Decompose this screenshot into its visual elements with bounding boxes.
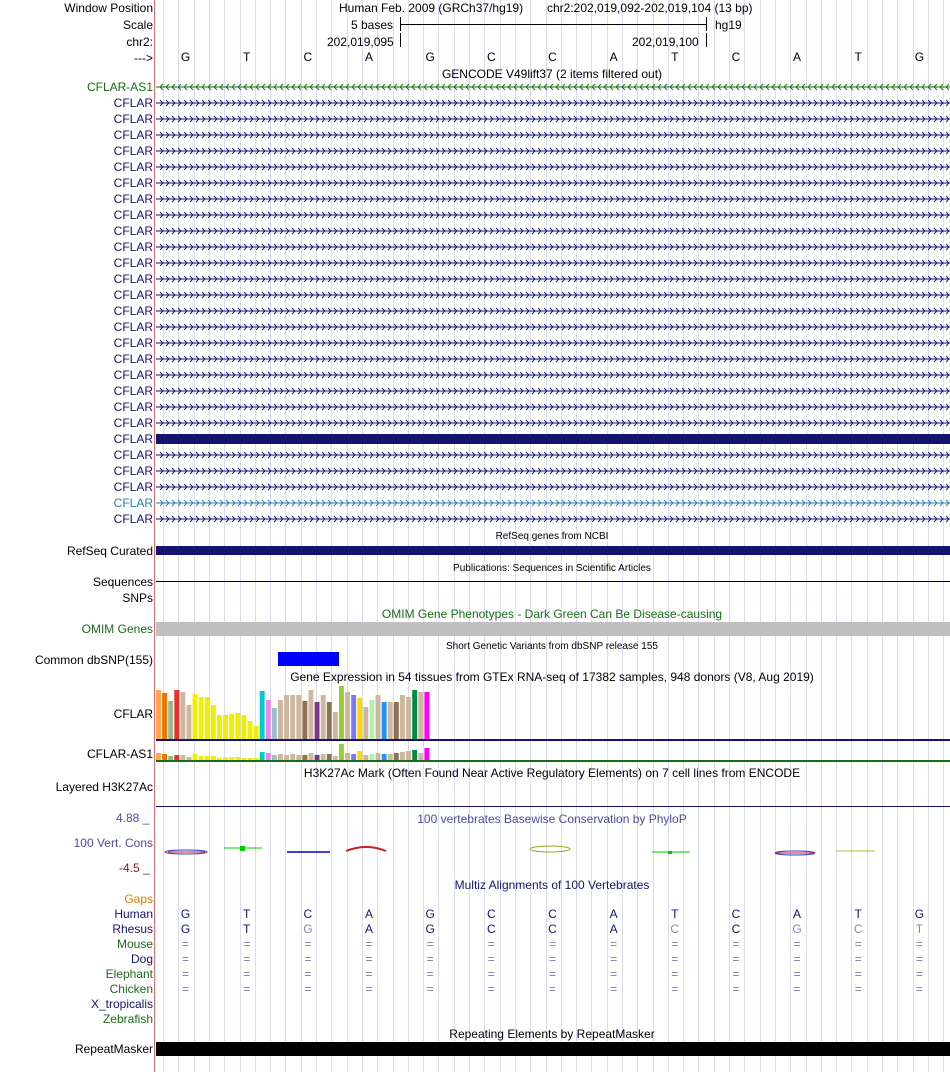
gencode-item-label[interactable]: CFLAR — [113, 512, 153, 526]
aligned-base: = — [732, 952, 740, 966]
aligned-base: C — [548, 922, 557, 936]
aligned-base: = — [915, 937, 923, 951]
window-position[interactable]: chr2:202,019,092-202,019,104 (13 bp) — [547, 1, 753, 15]
aligned-base: T — [671, 907, 679, 921]
gencode-item-label[interactable]: CFLAR — [113, 272, 153, 286]
gencode-item-label[interactable]: CFLAR — [113, 320, 153, 334]
aligned-base: = — [915, 952, 923, 966]
strand-label: ---> — [134, 51, 153, 65]
aligned-base: = — [182, 967, 190, 981]
aligned-base: = — [671, 982, 679, 996]
omim-title: OMIM Gene Phenotypes - Dark Green Can Be Disease-causing — [381, 607, 723, 621]
aligned-base: T — [854, 907, 862, 921]
base-letter: G — [914, 50, 925, 64]
gencode-item-label[interactable]: CFLAR — [113, 288, 153, 302]
base-letter: A — [365, 50, 374, 64]
aligned-base: = — [426, 967, 434, 981]
phylop-mark — [346, 847, 386, 851]
species-label[interactable]: Rhesus — [112, 922, 153, 936]
aligned-base: = — [732, 937, 740, 951]
aligned-base: = — [610, 952, 618, 966]
aligned-base: = — [793, 967, 801, 981]
species-label[interactable]: X_tropicalis — [90, 997, 153, 1011]
aligned-base: = — [426, 982, 434, 996]
aligned-base: = — [854, 982, 862, 996]
base-letter: A — [609, 50, 618, 64]
aligned-base: = — [854, 967, 862, 981]
species-label[interactable]: Dog — [130, 952, 153, 966]
species-label[interactable]: Mouse — [116, 937, 153, 951]
window-position-label: Window Position — [64, 1, 153, 15]
scale-label: Scale — [122, 18, 153, 32]
base-letter: T — [671, 50, 679, 64]
gencode-item-label[interactable]: CFLAR — [113, 336, 153, 350]
aligned-base: = — [548, 982, 556, 996]
gencode-item-label[interactable]: CFLAR — [113, 400, 153, 414]
aligned-base: = — [304, 967, 312, 981]
coord-right: 202,019,100 — [632, 35, 699, 49]
phylop-mark — [530, 846, 570, 852]
aligned-base: = — [548, 967, 556, 981]
aligned-base: A — [793, 907, 802, 921]
aligned-base: = — [487, 982, 495, 996]
base-letter: C — [486, 50, 496, 64]
aligned-base: = — [304, 937, 312, 951]
aligned-base: = — [548, 937, 556, 951]
aligned-base: C — [853, 922, 863, 936]
dbsnp-label[interactable]: Common dbSNP(155) — [34, 653, 153, 667]
gencode-item-label[interactable]: CFLAR — [113, 176, 153, 190]
aligned-base: = — [304, 952, 312, 966]
aligned-base: = — [671, 952, 679, 966]
gencode-item-label[interactable]: CFLAR — [113, 304, 153, 318]
aligned-base: C — [731, 922, 741, 936]
aligned-base: = — [610, 967, 618, 981]
aligned-base: = — [793, 937, 801, 951]
gencode-item-label[interactable]: CFLAR — [113, 464, 153, 478]
gencode-item-label[interactable]: CFLAR — [113, 432, 153, 446]
gencode-item-label[interactable]: CFLAR — [113, 96, 153, 110]
aligned-base: = — [793, 982, 801, 996]
repeatmasker-element[interactable] — [156, 1042, 950, 1056]
gtex-cflar-as1-label[interactable]: CFLAR-AS1 — [86, 747, 153, 761]
aligned-base: = — [304, 982, 312, 996]
aligned-base: = — [365, 952, 373, 966]
publications-label[interactable]: Sequences — [92, 575, 153, 589]
gtex-cflar-label[interactable]: CFLAR — [113, 707, 153, 721]
h3k27ac-label[interactable]: Layered H3K27Ac — [55, 780, 153, 794]
species-label[interactable]: Elephant — [105, 967, 153, 981]
aligned-base: = — [548, 952, 556, 966]
publications-title: Publications: Sequences in Scientific Articles — [453, 563, 651, 574]
aligned-base: = — [365, 967, 373, 981]
gencode-item-label[interactable]: CFLAR — [113, 112, 153, 126]
aligned-base: = — [671, 937, 679, 951]
aligned-base: C — [486, 922, 496, 936]
gencode-item-label[interactable]: CFLAR — [113, 160, 153, 174]
aligned-base: C — [731, 907, 741, 921]
gencode-item-label[interactable]: CFLAR — [113, 144, 153, 158]
gencode-item-label[interactable]: CFLAR — [113, 480, 153, 494]
omim-label[interactable]: OMIM Genes — [81, 622, 153, 636]
base-letter: C — [303, 50, 313, 64]
aligned-base: = — [426, 952, 434, 966]
aligned-base: G — [425, 922, 435, 936]
aligned-base: C — [548, 907, 557, 921]
gencode-item-label[interactable]: CFLAR-AS1 — [86, 80, 153, 94]
repeatmasker-label[interactable]: RepeatMasker — [74, 1042, 153, 1056]
gencode-item-label[interactable]: CFLAR — [113, 208, 153, 222]
species-label[interactable]: Human — [114, 907, 153, 921]
assembly-title: Human Feb. 2009 (GRCh37/hg19) — [339, 1, 524, 15]
gencode-title: GENCODE V49lift37 (2 items filtered out) — [441, 67, 663, 81]
aligned-base: G — [180, 907, 191, 921]
aligned-base: G — [792, 922, 802, 936]
aligned-base: = — [732, 967, 740, 981]
aligned-base: T — [915, 922, 924, 936]
gencode-item-label[interactable]: CFLAR — [113, 352, 153, 366]
refseq-label[interactable]: RefSeq Curated — [66, 544, 153, 558]
aligned-base: = — [365, 982, 373, 996]
aligned-base: = — [426, 937, 434, 951]
base-letter: G — [180, 50, 191, 64]
aligned-base: = — [854, 952, 862, 966]
cons-label[interactable]: 100 Vert. Cons — [73, 836, 153, 850]
aligned-base: G — [303, 922, 313, 936]
dbsnp-title: Short Genetic Variants from dbSNP release 155 — [446, 641, 658, 652]
aligned-base: = — [365, 937, 373, 951]
aligned-base: = — [182, 952, 190, 966]
gencode-item-label[interactable]: CFLAR — [113, 496, 153, 510]
snps-label[interactable]: SNPs — [122, 591, 153, 605]
gencode-item-label[interactable]: CFLAR — [113, 448, 153, 462]
aligned-base: T — [243, 907, 251, 921]
chrom-label: chr2: — [126, 35, 153, 49]
gencode-item-label[interactable]: CFLAR — [113, 192, 153, 206]
multiz-title: Multiz Alignments of 100 Vertebrates — [454, 878, 650, 892]
cons-max: 4.88 _ — [116, 811, 150, 825]
cons-title: 100 vertebrates Basewise Conservation by PhyloP — [417, 812, 687, 826]
gencode-item-label[interactable]: CFLAR — [113, 240, 153, 254]
base-letter: C — [548, 50, 557, 64]
db-label: hg19 — [715, 18, 742, 32]
aligned-base: C — [303, 907, 313, 921]
aligned-base: = — [793, 952, 801, 966]
aligned-base: C — [486, 907, 496, 921]
aligned-base: = — [854, 937, 862, 951]
refseq-title: RefSeq genes from NCBI — [495, 531, 609, 542]
scale-text: 5 bases — [351, 18, 394, 32]
gencode-item-label[interactable]: CFLAR — [113, 224, 153, 238]
h3k27ac-title: H3K27Ac Mark (Often Found Near Active Regulatory Elements) on 7 cell lines from ENCODE — [303, 766, 801, 780]
cons-min: -4.5 _ — [119, 861, 150, 875]
aligned-base: G — [914, 907, 925, 921]
gencode-item-label[interactable]: CFLAR — [113, 256, 153, 270]
aligned-base: = — [487, 937, 495, 951]
coord-left: 202,019,095 — [327, 35, 394, 49]
aligned-base: = — [487, 967, 495, 981]
species-label[interactable]: Chicken — [109, 982, 153, 996]
aligned-base: A — [609, 907, 618, 921]
base-letter: C — [731, 50, 741, 64]
gaps-label[interactable]: Gaps — [124, 892, 153, 906]
aligned-base: G — [180, 922, 191, 936]
aligned-base: G — [425, 907, 435, 921]
aligned-base: = — [487, 952, 495, 966]
aligned-base: = — [732, 982, 740, 996]
gencode-item-label[interactable]: CFLAR — [113, 416, 153, 430]
aligned-base: A — [365, 907, 374, 921]
gencode-item-label[interactable]: CFLAR — [113, 384, 153, 398]
aligned-base: = — [915, 967, 923, 981]
aligned-base: = — [182, 937, 190, 951]
aligned-base: C — [670, 922, 680, 936]
aligned-base: = — [915, 982, 923, 996]
aligned-base: = — [243, 967, 251, 981]
species-label[interactable]: Zebrafish — [102, 1012, 153, 1026]
aligned-base: = — [610, 982, 618, 996]
base-letter: T — [854, 50, 862, 64]
base-letter: A — [793, 50, 802, 64]
gencode-item-label[interactable]: CFLAR — [113, 128, 153, 142]
aligned-base: = — [243, 982, 251, 996]
gencode-item-label[interactable]: CFLAR — [113, 368, 153, 382]
aligned-base: A — [609, 922, 618, 936]
aligned-base: = — [671, 967, 679, 981]
base-letter: T — [243, 50, 251, 64]
aligned-base: = — [243, 937, 251, 951]
base-letter: G — [425, 50, 435, 64]
aligned-base: = — [182, 982, 190, 996]
aligned-base: A — [365, 922, 374, 936]
aligned-base: T — [243, 922, 251, 936]
aligned-base: = — [610, 937, 618, 951]
aligned-base: = — [243, 952, 251, 966]
repeatmasker-title: Repeating Elements by RepeatMasker — [449, 1027, 655, 1041]
gtex-title: Gene Expression in 54 tissues from GTEx RNA-seq of 17382 samples, 948 donors (V8, Aug 2019) — [290, 670, 814, 684]
